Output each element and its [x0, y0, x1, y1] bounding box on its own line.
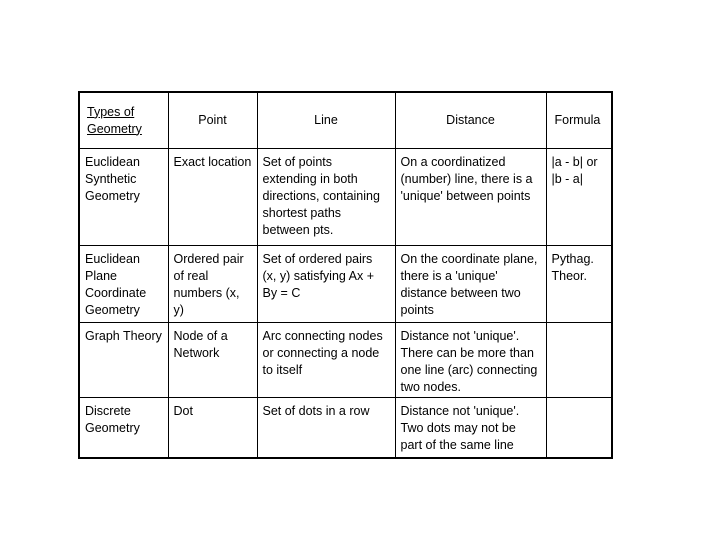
- cell-type: Graph Theory: [79, 323, 168, 398]
- cell-formula: Pythag. Theor.: [546, 246, 612, 323]
- cell-line: Set of ordered pairs (x, y) satisfying Ax + By = C: [257, 246, 395, 323]
- cell-point: Ordered pair of real numbers (x, y): [168, 246, 257, 323]
- cell-formula: |a - b| or |b - a|: [546, 149, 612, 246]
- cell-type: Discrete Geometry: [79, 398, 168, 459]
- header-formula: Formula: [546, 92, 612, 149]
- cell-point: Node of a Network: [168, 323, 257, 398]
- header-types-of-geometry: Types of Geometry: [79, 92, 168, 149]
- cell-formula: [546, 398, 612, 459]
- header-line: Line: [257, 92, 395, 149]
- table-row: [79, 323, 612, 398]
- table-row: [79, 149, 612, 246]
- cell-distance: On the coordinate plane, there is a 'unique' distance between two points: [395, 246, 546, 323]
- header-row: [79, 92, 612, 149]
- table-row: [79, 246, 612, 323]
- geometry-comparison-table: [78, 91, 613, 459]
- cell-type: Euclidean Plane Coordinate Geometry: [79, 246, 168, 323]
- cell-distance: Distance not 'unique'. There can be more than one line (arc) connecting two nodes.: [395, 323, 546, 398]
- cell-point: Dot: [168, 398, 257, 459]
- cell-line: Set of points extending in both directions, containing shortest paths between pts.: [257, 149, 395, 246]
- cell-type: Euclidean Synthetic Geometry: [79, 149, 168, 246]
- cell-line: Set of dots in a row: [257, 398, 395, 459]
- table-row: [79, 398, 612, 459]
- cell-line: Arc connecting nodes or connecting a node to itself: [257, 323, 395, 398]
- cell-point: Exact location: [168, 149, 257, 246]
- cell-distance: Distance not 'unique'. Two dots may not be part of the same line: [395, 398, 546, 459]
- cell-formula: [546, 323, 612, 398]
- header-point: Point: [168, 92, 257, 149]
- cell-distance: On a coordinatized (number) line, there is a 'unique' between points: [395, 149, 546, 246]
- header-distance: Distance: [395, 92, 546, 149]
